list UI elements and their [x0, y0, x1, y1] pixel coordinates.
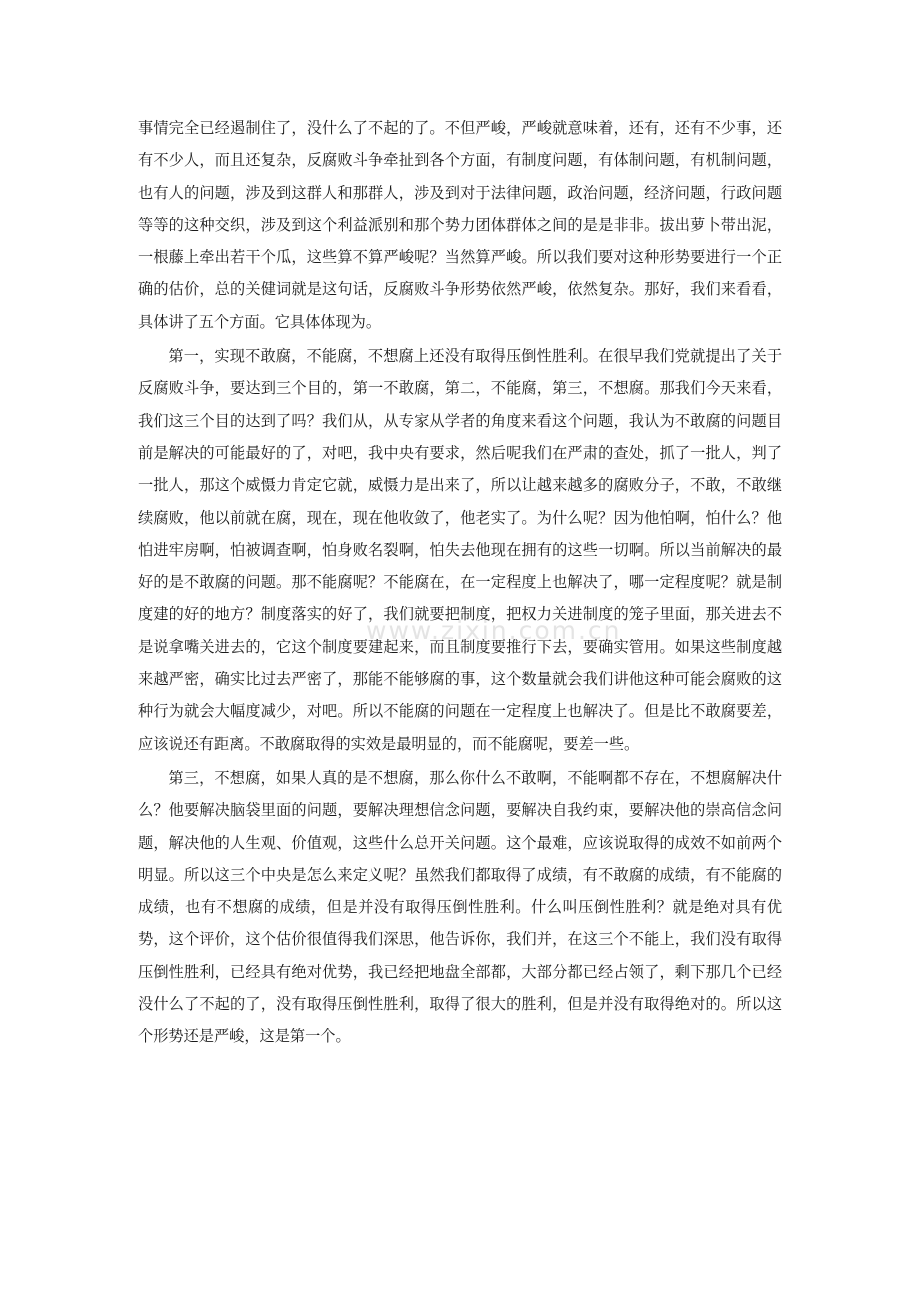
- document-body: [138, 112, 782, 1055]
- watermark: www.zixin.com.cn: [366, 616, 622, 645]
- paragraph-1: 事情完全已经遏制住了，没什么了不起的了。不但严峻，严峻就意味着，还有，还有不少事，还有不少人，而且还复杂，反腐败斗争牵扯到各个方面，有制度问题，有体制问题，有机制问题，也有人的问题，涉及到这群人和那群人，涉及到对于法律问题，政治问题，经济问题，行政问题等等的这种交织，涉及到这个利益派别和那个势力团体群体之间的是是非非。拔出萝卜带出泥，一根藤上牵出若干个瓜，这些算不算严峻呢？当然算严峻。所以我们要对这种形势要进行一个正确的估价，总的关健词就是这句话，反腐败斗争形势依然严峻，依然复杂。那好，我们来看看，具体讲了五个方面。它具体体现为。: [138, 119, 782, 331]
- paragraph-2: 第一，实现不敢腐，不能腐，不想腐上还没有取得压倒性胜利。在很早我们党就提出了关于反腐败斗争，要达到三个目的，第一不敢腐，第二，不能腐，第三，不想腐。那我们今天来看，我们这三个目的达到了吗？我们从，从专家从学者的角度来看这个问题，我认为不敢腐的问题目前是解决的可能最好的了，对吧，我中央有要求，然后呢我们在严肃的查处，抓了一批人，判了一批人，那这个威慑力肯定它就，威慑力是出来了，所以让越来越多的腐败分子，不敢，不敢继续腐败，他以前就在腐，现在，现在他收敛了，他老实了。为什么呢？因为他怕啊，怕什么？他怕进牢房啊，怕被调查啊，怕身败名裂啊，怕失去他现在拥有的这些一切啊。所以当前解决的最好的是不敢腐的问题。那不能腐呢？不能腐在，在一定程度上也解决了，哪一定程度呢？就是制度建的好的地方？制度落实的好了，我们就要把制度，把权力关进制度的笼子里面，那关进去不是说拿嘴关进去的，它这个制度要建起来，而且制度要推行下去，要确实管用。如果这些制度越来越严密，确实比过去严密了，那能不能够腐的事，这个数量就会我们讲他这种可能会腐败的这种行为就会大幅度减少，对吧。所以不能腐的问题在一定程度上也解决了。但是比不敢腐要差，应该说还有距离。不敢腐取得的实效是最明显的，而不能腐呢，要差一些。: [138, 347, 782, 753]
- paragraph-3: 第三，不想腐，如果人真的是不想腐，那么你什么不敢啊，不能啊都不存在，不想腐解决什么？他要解决脑袋里面的问题，要解决理想信念问题，要解决自我约束，要解决他的崇高信念问题，解决他的人生观、价值观，这些什么总开关问题。这个最难，应该说取得的成效不如前两个明显。所以这三个中央是怎么来定义呢？虽然我们都取得了成绩，有不敢腐的成绩，有不能腐的成绩，也有不想腐的成绩，但是并没有取得压倒性胜利。什么叫压倒性胜利？就是绝对具有优势，这个评价，这个估价很值得我们深思，他告诉你，我们并，在这三个不能上，我们没有取得压倒性胜利，已经具有绝对优势，我已经把地盘全部都，大部分都已经占领了，剩下那几个已经没什么了不起的了，没有取得压倒性胜利，取得了很大的胜利，但是并没有取得绝对的。所以这个形势还是严峻，这是第一个。: [138, 768, 782, 1046]
